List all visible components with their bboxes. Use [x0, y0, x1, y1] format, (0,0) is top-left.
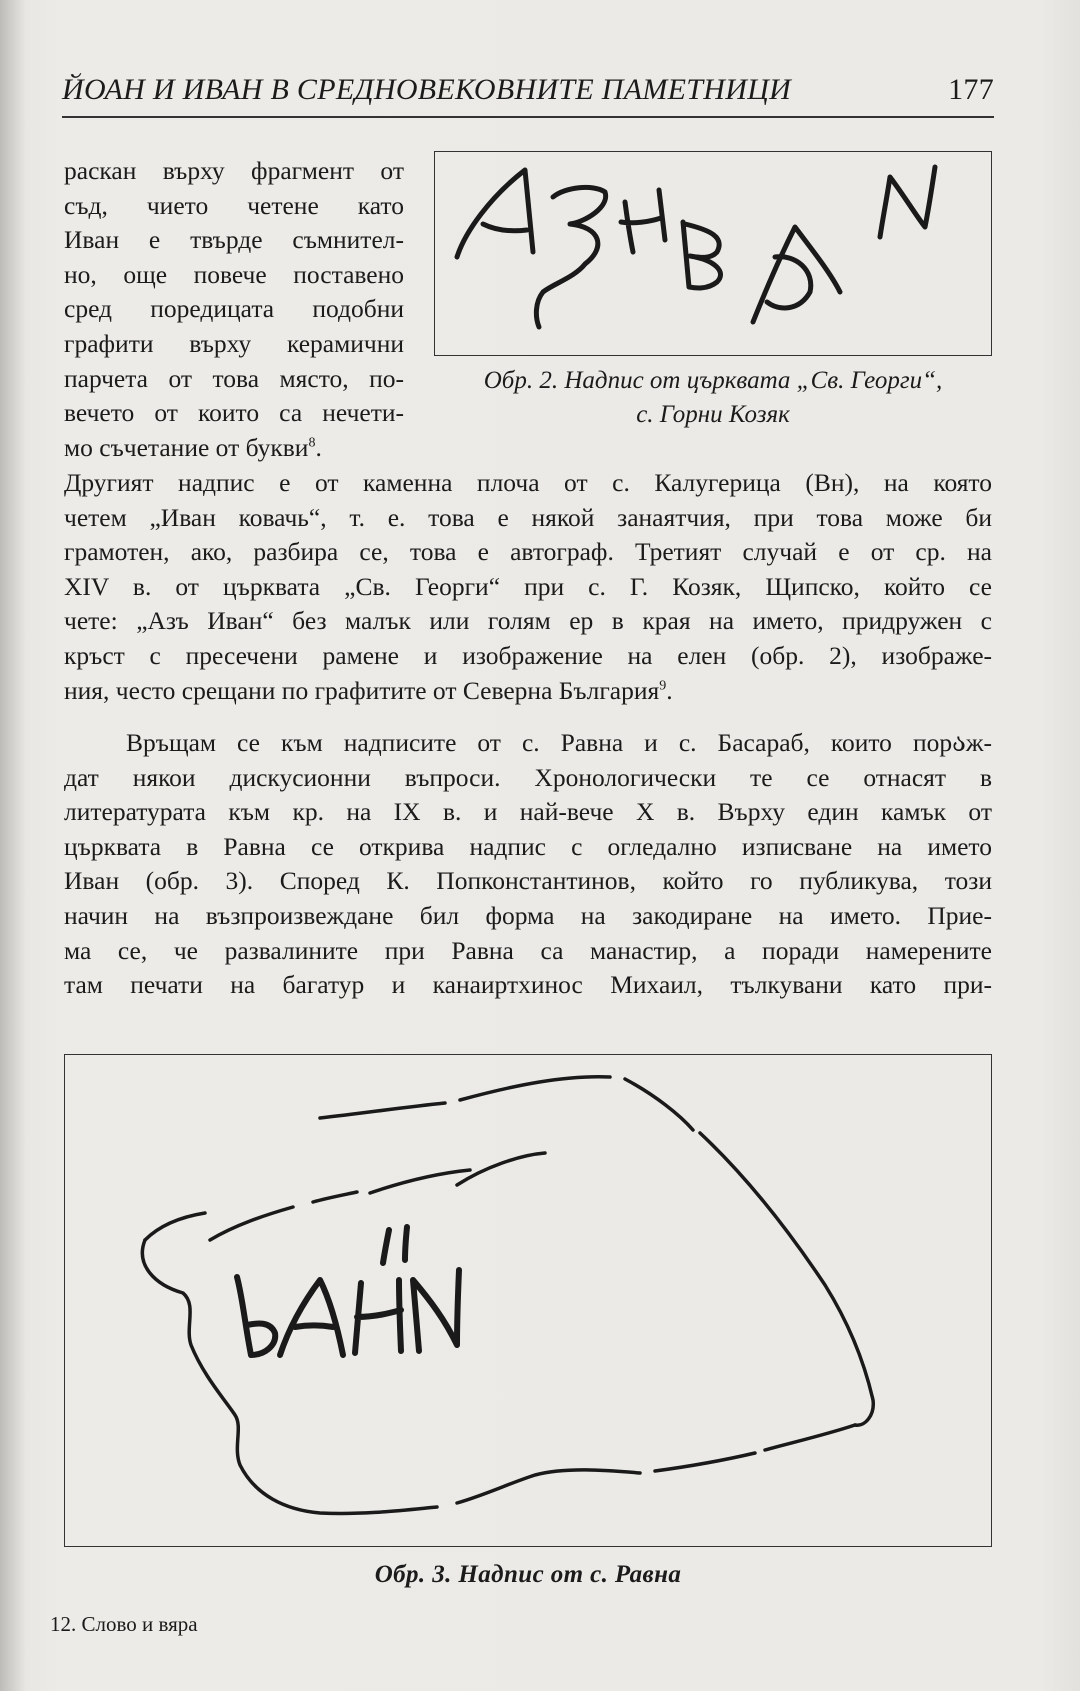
caption-line: Обр. 2. Надпис от църквата „Св. Георги“,	[483, 367, 943, 394]
text-line: кръст с пресечени рамене и изображение на елен (обр. 2), изображе-	[64, 640, 992, 670]
paragraph-2	[64, 726, 992, 1003]
text-line: сред поредицата подобни	[64, 294, 404, 324]
caption-line: с. Горни Козяк	[636, 401, 790, 428]
text-line: Връщам се към надписите от с. Равна и с. Басараб, които порაж-	[126, 728, 992, 757]
page-number: 177	[948, 73, 994, 106]
text-line: раскан върху фрагмент от	[64, 156, 404, 185]
text-line: ния, често срещани по графитите от Северна България$^9$.	[64, 675, 673, 705]
text-line: чете: „Азъ Иван“ без малък или голям ер в края на името, придружен с	[64, 606, 992, 636]
text-line: грамотен, ако, разбира се, това е автограф. Третият случай е от ср. на	[64, 537, 992, 567]
figure-2-inscription	[434, 151, 992, 356]
text-line: парчета от това място, по-	[64, 363, 404, 393]
text-line: дат някои дискусионни въпроси. Хронологически те се отнасят в	[64, 762, 992, 792]
stone-drawing	[65, 1055, 990, 1545]
text-line: църквата в Равна се открива надпис с огледално изписване на името	[64, 831, 992, 861]
graffiti-drawing	[435, 152, 990, 354]
text-line: начин на възпроизвеждане бил форма на закодиране на името. Прие-	[64, 900, 992, 930]
figure-3-inscription	[64, 1054, 992, 1547]
paragraph-1	[64, 466, 992, 708]
figure-3-caption: Обр. 3. Надпис от с. Равна	[374, 1561, 682, 1588]
text-line: литературата към кр. на IX в. и най-вече X в. Върху един камък от	[64, 797, 992, 827]
running-header	[62, 73, 994, 107]
figure-2-caption	[434, 364, 992, 432]
text-line: съд, чието четене като	[64, 190, 404, 220]
text-line: вечето от които са нечети-	[64, 398, 404, 428]
text-line: графити върху керамични	[64, 328, 404, 358]
footnote-ref: 8	[308, 435, 316, 451]
text-line: XIV в. от църквата „Св. Георги“ при с. Г. Козяк, Щипско, който се	[64, 571, 992, 601]
header-rule	[62, 116, 994, 118]
text-line: но, още повече поставено	[64, 259, 404, 289]
text-line: Другият надпис е от каменна плоча от с. Калугерица (Вн), на която	[64, 468, 992, 497]
left-column-text	[64, 154, 404, 465]
text-line: четем „Иван ковачь“, т. е. това е някой занаятчия, при това може би	[64, 502, 992, 532]
signature-footer: 12. Слово и вяра	[50, 1612, 198, 1636]
text-line: ма се, че развалините при Равна са манастир, а поради намерените	[64, 935, 992, 965]
text-line: Иван (обр. 3). Според К. Попконстантинов, който го публикува, този	[64, 866, 992, 896]
text-line: там печати на багатур и канаиртхинос Михаил, тълкувани като при-	[64, 970, 992, 1000]
text-line: Иван е твърде съмнител-	[64, 225, 404, 255]
footnote-ref: 9	[659, 678, 667, 694]
running-title: ЙОАН И ИВАН В СРЕДНОВЕКОВНИТЕ ПАМЕТНИЦИ	[62, 73, 792, 106]
text-line: мо съчетание от букви$^8$.	[64, 432, 322, 462]
